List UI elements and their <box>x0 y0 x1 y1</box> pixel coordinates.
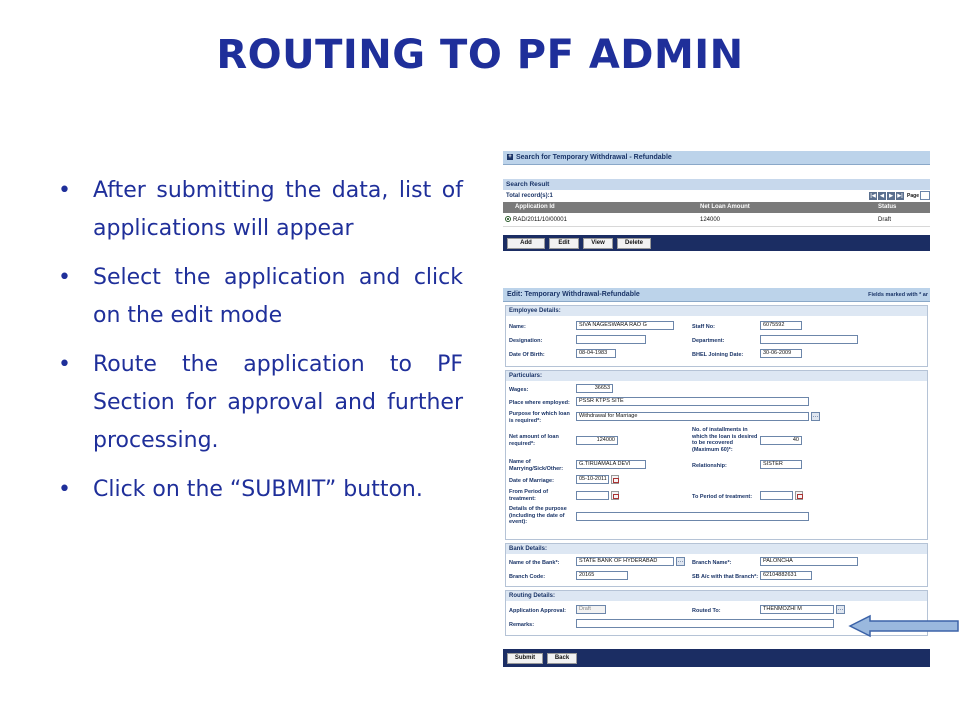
purpose-label: Purpose for which loan is required*: <box>509 411 570 424</box>
bullet-item: • Route the application to PF Section for approval and further processing. <box>58 346 463 460</box>
page-input[interactable] <box>920 191 930 200</box>
net-amount-field[interactable]: 124000 <box>576 436 618 445</box>
branch-name-label: Branch Name*: <box>692 560 732 566</box>
table-row[interactable] <box>503 213 930 227</box>
wages-label: Wages: <box>509 387 529 393</box>
particulars-section <box>505 370 928 540</box>
bullet-item: • After submitting the data, list of applications will appear <box>58 172 463 248</box>
name-label: Name: <box>509 324 526 330</box>
from-period-label: From Period of treatment: <box>509 489 549 502</box>
routed-to-label: Routed To: <box>692 608 721 614</box>
slide-title: ROUTING TO PF ADMIN <box>216 32 744 78</box>
staff-no-label: Staff No: <box>692 324 715 330</box>
search-panel-header <box>503 151 930 165</box>
edit-panel-header <box>503 288 930 302</box>
branch-name-field[interactable]: PALONCHA <box>760 557 858 566</box>
cell-application-id: RAD/2011/10/00001 <box>513 217 567 223</box>
department-field[interactable] <box>760 335 858 344</box>
next-page-icon[interactable]: ▶ <box>887 192 895 200</box>
designation-label: Designation: <box>509 338 543 344</box>
prev-page-icon[interactable]: ◀ <box>878 192 886 200</box>
department-label: Department: <box>692 338 725 344</box>
purpose-details-label: Details of the purpose (including the date of event): <box>509 506 567 525</box>
installments-label: No. of installments in which the loan is desired to be recovered (Maximum 60)*: <box>692 427 758 453</box>
pointer-arrow-icon <box>848 614 960 638</box>
calendar-icon[interactable] <box>611 491 619 500</box>
col-net-loan-amount[interactable]: Net Loan Amount <box>700 204 750 210</box>
net-amount-label: Net amount of loan required*: <box>509 434 559 447</box>
search-panel <box>503 151 930 261</box>
calendar-icon[interactable] <box>795 491 803 500</box>
submit-button[interactable]: Submit <box>507 653 543 664</box>
required-note: Fields marked with * ar <box>868 292 928 298</box>
bank-section <box>505 543 928 587</box>
search-panel-title: Search for Temporary Withdrawal - Refundable <box>516 154 672 161</box>
first-page-icon[interactable]: |◀ <box>870 192 876 199</box>
name-field[interactable]: SIVA NAGESWARA RAO G <box>576 321 674 330</box>
page-label: Page <box>907 192 919 199</box>
bank-name-field[interactable]: STATE BANK OF HYDERABAD <box>576 557 674 566</box>
records-row <box>503 190 930 202</box>
purpose-field[interactable]: Withdrawal for Marriage <box>576 412 809 421</box>
designation-field[interactable] <box>576 335 646 344</box>
back-button[interactable]: Back <box>547 653 577 664</box>
marrying-name-field[interactable]: G.TIRUAMALA DEVI <box>576 460 646 469</box>
remarks-label: Remarks: <box>509 622 535 628</box>
employee-section-title: Employee Details: <box>506 306 927 316</box>
pager <box>869 191 930 200</box>
bank-name-label: Name of the Bank*: <box>509 560 560 566</box>
approval-label: Application Approval: <box>509 608 566 614</box>
wages-field[interactable]: 36653 <box>576 384 613 393</box>
approval-select[interactable]: Draft <box>576 605 606 614</box>
to-period-label: To Period of treatment: <box>692 494 753 500</box>
edit-panel-title: Edit: Temporary Withdrawal-Refundable <box>507 291 640 298</box>
cell-net-loan-amount: 124000 <box>700 217 721 223</box>
cell-status: Draft <box>878 217 892 223</box>
joining-date-field[interactable]: 30-06-2009 <box>760 349 802 358</box>
to-period-field[interactable] <box>760 491 793 500</box>
last-page-icon[interactable]: ▶| <box>897 192 903 199</box>
from-period-field[interactable] <box>576 491 609 500</box>
table-header <box>503 202 930 213</box>
view-button[interactable]: View <box>583 238 613 249</box>
purpose-details-field[interactable] <box>576 512 809 521</box>
row-select-radio[interactable] <box>505 216 511 222</box>
calendar-icon[interactable] <box>611 475 619 484</box>
dob-label: Date Of Birth: <box>509 352 545 358</box>
purpose-lookup-icon[interactable]: … <box>812 413 819 419</box>
search-button-bar <box>503 235 930 251</box>
total-records: Total record(s):1 <box>506 193 553 199</box>
place-label: Place where employed: <box>509 400 570 406</box>
employee-section <box>505 305 928 367</box>
place-field[interactable]: PSSR KTPS SITE <box>576 397 809 406</box>
routed-to-field[interactable]: THENMOZHI M <box>760 605 834 614</box>
bullet-item: • Click on the “SUBMIT” button. <box>58 471 463 509</box>
relationship-field[interactable]: SISTER <box>760 460 802 469</box>
bank-lookup-icon[interactable]: … <box>677 558 684 564</box>
col-application-id[interactable]: Application Id <box>515 204 555 210</box>
add-button[interactable]: Add <box>507 238 545 249</box>
branch-code-field[interactable]: 20165 <box>576 571 628 580</box>
routing-section-title: Routing Details: <box>506 591 927 601</box>
routed-to-lookup-icon[interactable]: … <box>837 606 844 612</box>
bank-section-title: Bank Details: <box>506 544 927 554</box>
branch-code-label: Branch Code: <box>509 574 546 580</box>
installments-field[interactable]: 40 <box>760 436 802 445</box>
date-of-marriage-field[interactable]: 05-10-2011 <box>576 475 609 484</box>
relationship-label: Relationship: <box>692 463 727 469</box>
staff-no-field[interactable]: 6075592 <box>760 321 802 330</box>
account-label: SB A/c with that Branch*: <box>692 574 759 580</box>
bullet-item: • Select the application and click on the edit mode <box>58 259 463 335</box>
edit-button-bar <box>503 649 930 667</box>
particulars-section-title: Particulars: <box>506 371 927 381</box>
date-of-marriage-label: Date of Marriage: <box>509 478 554 484</box>
remarks-field[interactable] <box>576 619 834 628</box>
delete-button[interactable]: Delete <box>617 238 651 249</box>
search-result-title: Search Result <box>503 179 930 190</box>
col-status[interactable]: Status <box>878 204 897 210</box>
expand-icon[interactable]: + <box>508 154 512 161</box>
marrying-name-label: Name of Marrying/Sick/Other: <box>509 459 564 472</box>
dob-field[interactable]: 08-04-1983 <box>576 349 616 358</box>
joining-date-label: BHEL Joining Date: <box>692 352 744 358</box>
bullet-list <box>58 172 463 520</box>
edit-button[interactable]: Edit <box>549 238 579 249</box>
account-field[interactable]: 62104882631 <box>760 571 812 580</box>
